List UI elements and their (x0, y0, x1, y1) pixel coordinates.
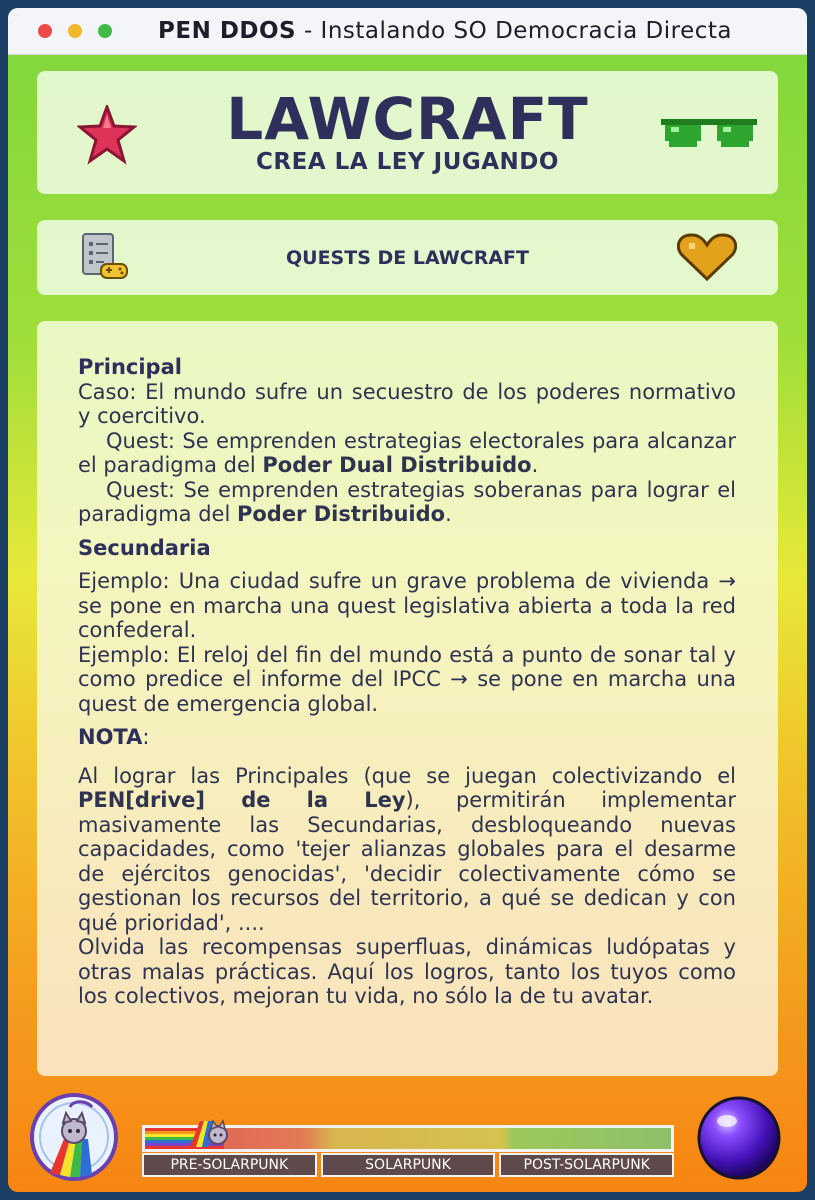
quests-text (78, 355, 736, 1009)
quest-soberana-end: . (445, 502, 452, 526)
solarpunk-progress (142, 1125, 674, 1178)
pixel-heart-icon (677, 232, 737, 282)
quests-title: QUESTS DE LAWCRAFT (285, 247, 529, 269)
principal-heading: Principal (78, 355, 182, 379)
nota-heading (78, 725, 736, 750)
nota-colon: : (142, 725, 150, 749)
quest-electoral-text: Quest: Se emprenden estrategias electorales para alcanzar el paradigma del (78, 428, 736, 477)
quest-soberana-bold: Poder Distribuido (236, 502, 446, 526)
nota-p1-end: ), permitirán implementar masivamente las Secundarias, desbloqueando nuevas capacidades, como 'tejer alianzas globales para el desarme de ejércitos genocidas', 'decidir colectivamente cómo se gestionan los recursos del territorio, a qué se dedican y con qué prioridad', .... (78, 788, 736, 935)
window-titlebar (8, 8, 807, 55)
nota-p1-bold: PEN[drive] de la Ley (78, 788, 406, 812)
quest-electoral (78, 429, 736, 478)
app-window (8, 8, 807, 1192)
stage-post-solarpunk: POST-SOLARPUNK (499, 1153, 674, 1177)
maximize-window-button[interactable] (98, 24, 112, 38)
example-ipcc: Ejemplo: El reloj del fin del mundo está a punto de sonar tal y como predice el informe del IPCC → se pone en marcha una quest de emergencia global. (78, 642, 736, 716)
quest-soberana (78, 478, 736, 527)
secundaria-heading: Secundaria (78, 535, 211, 560)
nota-p1-text: Al lograr las Principales (que se juegan colectivizando el (78, 763, 736, 788)
nota-heading-text: NOTA (78, 725, 143, 749)
quests-header (37, 220, 778, 295)
window-title (158, 18, 732, 44)
progress-cat-marker-icon (186, 1117, 232, 1151)
minimize-window-button[interactable] (68, 24, 82, 38)
purple-orb-icon[interactable] (696, 1095, 782, 1181)
stage-solarpunk: SOLARPUNK (321, 1153, 496, 1177)
quest-electoral-bold: Poder Dual Distribuido (262, 453, 532, 477)
close-window-button[interactable] (38, 24, 52, 38)
stage-pre-solarpunk: PRE-SOLARPUNK (142, 1153, 317, 1177)
principal-case: Caso: El mundo sufre un secuestro de los poderes normativo y coercitivo. (78, 379, 736, 428)
app-subtitle: CREA LA LEY JUGANDO (256, 149, 559, 175)
quest-electoral-end: . (531, 453, 539, 477)
nota-paragraph-1 (78, 764, 736, 936)
pixel-sunglasses-icon (661, 117, 757, 151)
cat-avatar-badge[interactable] (30, 1093, 118, 1181)
window-title-text: - Instalando SO Democracia Directa (296, 18, 733, 44)
window-title-brand: PEN DDOS (158, 18, 297, 44)
hero-banner (37, 71, 778, 194)
quests-content (37, 321, 778, 1076)
progress-stages (142, 1153, 674, 1177)
quest-soberana-text: Quest: Se emprenden estrategias soberanas para lograr el paradigma del (78, 477, 736, 526)
app-title: LAWCRAFT (226, 85, 589, 153)
example-vivienda: Ejemplo: Una ciudad sufre un grave problema de vivienda → se pone en marcha una quest legislativa abierta a toda la red confederal. (78, 569, 736, 642)
nota-paragraph-2: Olvida las recompensas superfluas, dinámicas ludópatas y otras malas prácticas. Aquí los logros, tanto los tuyos como los colectivos, mejoran tu vida, no sólo la de tu avatar. (78, 935, 736, 1008)
